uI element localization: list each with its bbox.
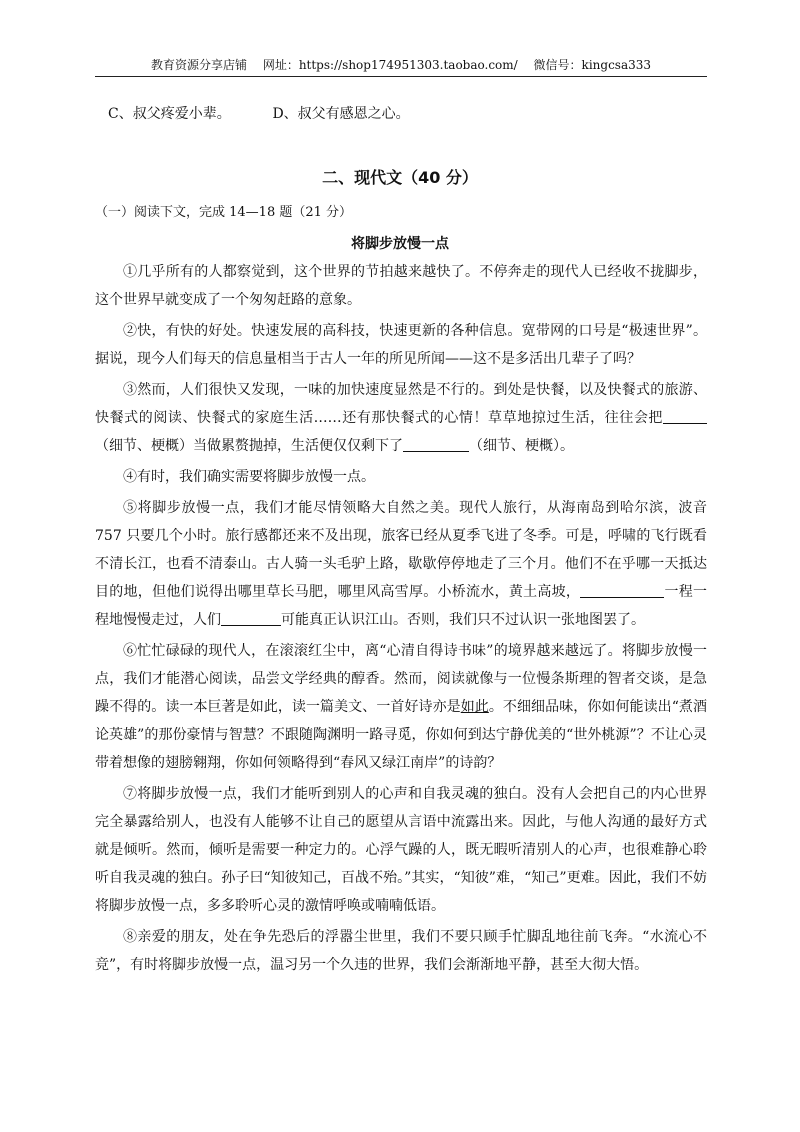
paragraph-5-part-c: 可能真正认识江山。否则，我们只不过认识一张地图罢了。 xyxy=(281,612,645,628)
paragraph-4: ④有时，我们确实需要将脚步放慢一点。 xyxy=(123,469,375,485)
paragraph-2: ②快，有快的好处。快速发展的高科技，快速更新的各种信息。宽带网的口号是“极速世界”。据说，现今人们每天的信息量相当于古人一年的所见所闻——这不是多活出几辈子了吗？ xyxy=(95,323,707,367)
paragraph-5 xyxy=(95,494,707,634)
article-body xyxy=(95,258,707,982)
paragraph-3-part-a: ③然而，人们很快又发现，一味的加快速度显然是不行的。到处是快餐，以及快餐式的旅游、快餐式的阅读、快餐式的家庭生活……还有那快餐式的心情！草草地掠过生活，往往会把 xyxy=(95,382,707,426)
paragraph-6-part-b: 。不细细品味，你如何能读出“煮酒论英雄”的那份豪情与智慧？不跟随陶渊明一路寻觅，你如何到达宁静优美的“世外桃源”？不让心灵带着想像的翅膀翱翔，你如何领略得到“春风又绿江南岸”的诗韵？ xyxy=(95,699,708,771)
section-title: 二、现代文（40 分） xyxy=(322,168,478,187)
paragraph-6 xyxy=(95,637,707,777)
underlined-word: 如此 xyxy=(460,699,489,715)
paragraph-5-part-b: 一程一程地慢慢走过，人们 xyxy=(95,584,707,628)
paragraph-6-part-a: ⑥忙忙碌碌的现代人，在滚滚红尘中，离“心清自得诗书味”的境界越来越远了。将脚步放慢一点，我们才能潜心阅读，品尝文学经典的醇香。然而，阅读就像与一位慢条斯理的智者交谈，是急躁不得的。读一本巨著是如此，读一篇美文、一首好诗亦是 xyxy=(95,643,707,715)
section-instruction: （一）阅读下文，完成 14—18 题（21 分） xyxy=(95,205,353,220)
shop-url: 网址：https://shop174951303.taobao.com/ xyxy=(262,58,518,72)
shop-name: 教育资源分享店铺 xyxy=(150,58,247,72)
paragraph-3-part-c: （细节、梗概）。 xyxy=(469,438,574,454)
paragraph-1: ①几乎所有的人都察觉到，这个世界的节拍越来越快了。不停奔走的现代人已经收不拢脚步，这个世界早就变成了一个匆匆赶路的意象。 xyxy=(95,264,707,308)
fill-blank-1[interactable] xyxy=(663,407,707,424)
paragraph-7: ⑦将脚步放慢一点，我们才能听到别人的心声和自我灵魂的独白。没有人会把自己的内心世界完全暴露给别人，也没有人能够不让自己的愿望从言语中流露出来。因此，与他人沟通的最好方式就是倾听。然而，倾听是需要一种定力的。心浮气躁的人，既无暇听清别人的心声，也很难静心聆听自我灵魂的独白。孙子曰“知彼知己，百战不殆。”其实，“知彼”难，“知己”更难。因此，我们不妨将脚步放慢一点，多多聆听心灵的激情呼唤或喃喃低语。 xyxy=(95,786,707,914)
fill-blank-2[interactable] xyxy=(403,435,469,452)
fill-blank-3[interactable] xyxy=(580,581,664,598)
wechat-id: 微信号：kingcsa333 xyxy=(533,58,652,72)
fill-blank-4[interactable] xyxy=(221,609,281,626)
paragraph-3-part-b: （细节、梗概）当做累赘抛掉，生活便仅仅剩下了 xyxy=(95,438,403,454)
page-header xyxy=(95,56,707,77)
paragraph-8: ⑧亲爱的朋友，处在争先恐后的浮嚣尘世里，我们不要只顾手忙脚乱地往前飞奔。“水流心不竞”，有时将脚步放慢一点，温习另一个久违的世界，我们会渐渐地平静，甚至大彻大悟。 xyxy=(95,929,707,973)
paragraph-5-part-a: ⑤将脚步放慢一点，我们才能尽情领略大自然之美。现代人旅行，从海南岛到哈尔滨，波音 757 只要几个小时。旅行感都还来不及出现，旅客已经从夏季飞进了冬季。可是，呼啸的飞行既看不清长江，也看不清泰山。古人骑一头毛驴上路，歇歇停停地走了三个月。他们不在乎哪一天抵达目的地，但他们说得出哪里草长马肥，哪里风高雪厚。小桥流水，黄土高坡， xyxy=(95,500,707,600)
paragraph-3 xyxy=(95,376,707,460)
answer-choices xyxy=(108,103,410,123)
choice-c: C、叔父疼爱小辈。 xyxy=(108,106,231,122)
article-title: 将脚步放慢一点 xyxy=(351,236,449,252)
choice-d: D、叔父有感恩之心。 xyxy=(272,106,410,122)
